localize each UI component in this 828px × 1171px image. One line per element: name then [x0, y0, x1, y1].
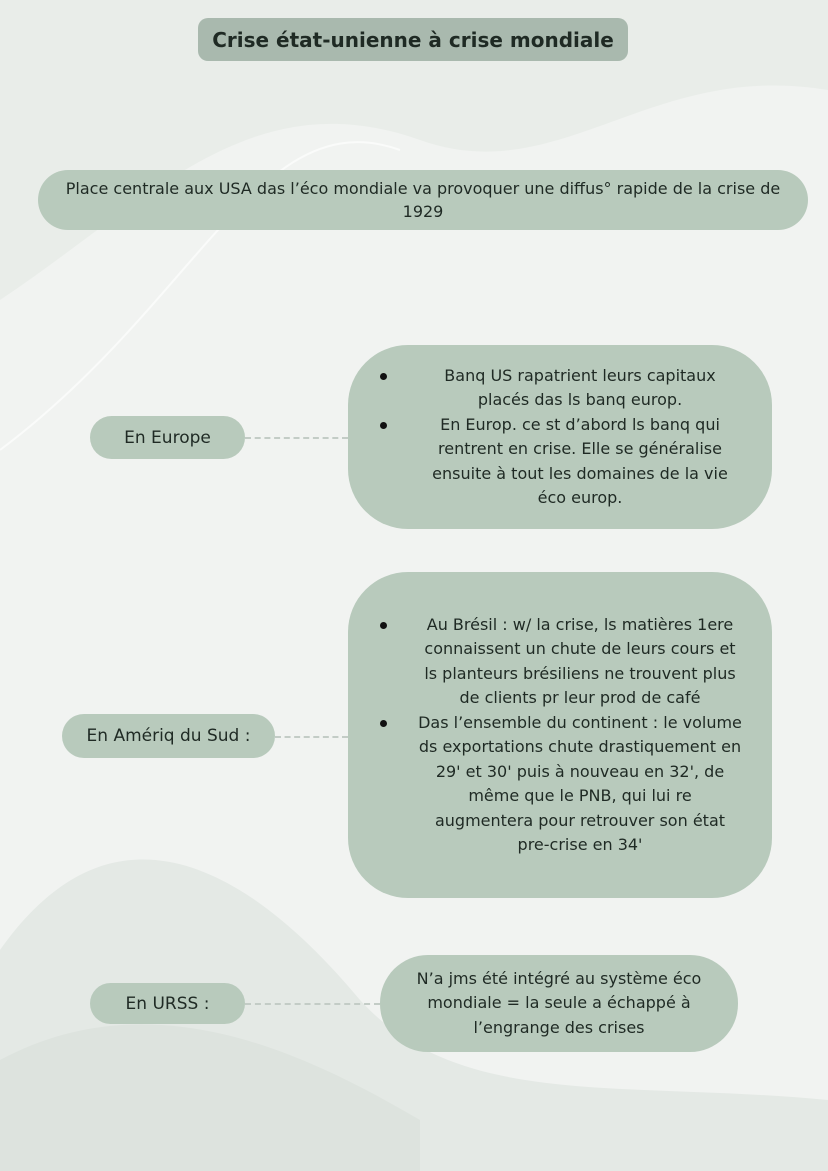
bullet-item: Au Brésil : w/ la crise, ls matières 1ere connaissent un chute de leurs cours et ls planteurs brésiliens ne trouvent plus de clients pr leur prod de café [418, 613, 742, 711]
detail-europe [348, 345, 772, 529]
node-urss: En URSS : [90, 983, 245, 1024]
detail-urss: N’a jms été intégré au système éco mondiale = la seule a échappé à l’engrange des crises [380, 955, 738, 1052]
connector-amerique [275, 736, 348, 738]
connector-urss [245, 1003, 380, 1005]
node-amerique-sud: En Amériq du Sud : [62, 714, 275, 758]
node-europe: En Europe [90, 416, 245, 459]
detail-amerique-sud [348, 572, 772, 898]
bullet-item: Das l’ensemble du continent : le volume ds exportations chute drastiquement en 29' et 30' puis à nouveau en 32', de même que le PNB, qui lui re augmentera pour retrouver son état pre-crise en 34' [418, 711, 742, 858]
connector-europe [245, 437, 348, 439]
page-title: Crise état-unienne à crise mondiale [198, 18, 628, 61]
bullet-item: Banq US rapatrient leurs capitaux placés das ls banq europ. [418, 364, 742, 413]
bullet-item: En Europ. ce st d’abord ls banq qui rentrent en crise. Elle se généralise ensuite à tout les domaines de la vie éco europ. [418, 413, 742, 511]
intro-node: Place centrale aux USA das l’éco mondiale va provoquer une diffus° rapide de la crise de 1929 [38, 170, 808, 230]
